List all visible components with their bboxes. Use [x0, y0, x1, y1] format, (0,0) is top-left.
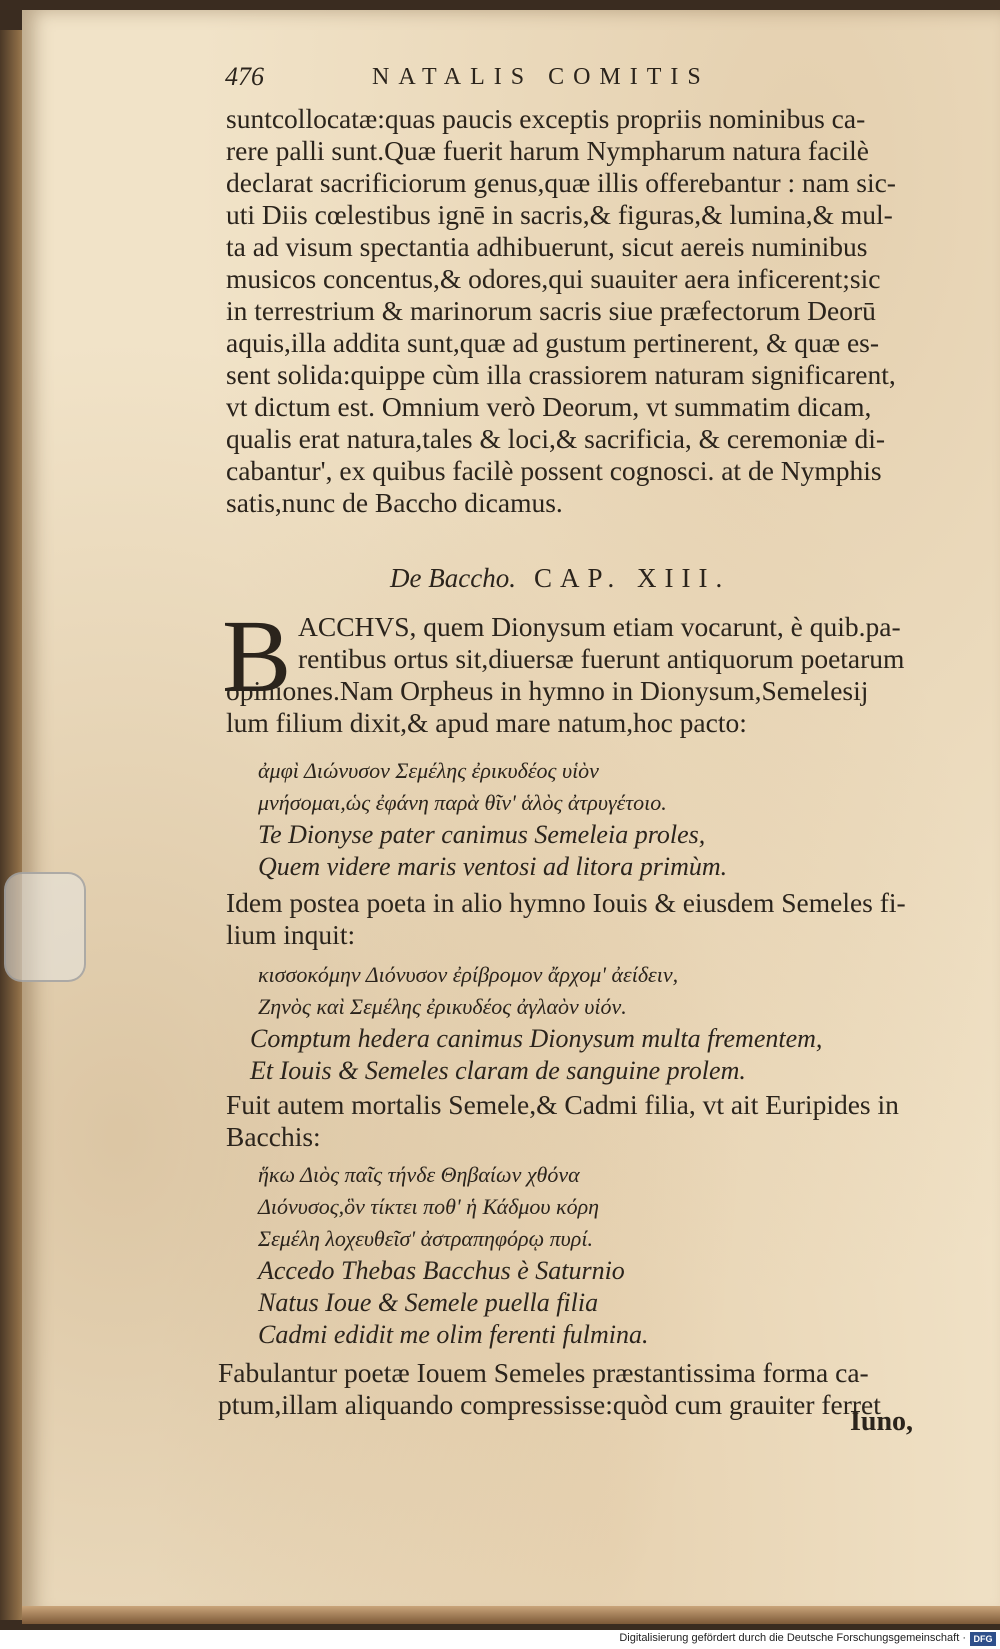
text-line: lium inquit:: [226, 919, 356, 950]
text-line: Idem postea poeta in alio hymno Iouis & eiusdem Semeles fi-: [226, 887, 906, 918]
drop-capital: B: [222, 599, 292, 714]
text-line: vt dictum est. Omnium verò Deorum, vt summatim dicam,: [226, 391, 872, 422]
text-line: aquis,illa addita sunt,quæ ad gustum pertinerent, & quæ es-: [226, 327, 880, 358]
running-head: NATALIS COMITIS: [372, 64, 710, 90]
folio-number: 476: [225, 62, 264, 91]
greek-verse: μνήσομαι,ὡς ἐφάνη παρὰ θῖν' ἁλὸς ἀτρυγέτοιο.: [258, 790, 667, 815]
chapter-title: De Baccho.: [390, 563, 516, 593]
funding-credit: Digitalisierung gefördert durch die Deutsche Forschungsgemeinschaft ·: [619, 1632, 966, 1644]
latin-verse: Natus Ioue & Semele puella filia: [258, 1288, 599, 1317]
text-line: sent solida:quippe cùm illa crassiorem naturam significarent,: [226, 359, 896, 390]
text-line: Fuit autem mortalis Semele,& Cadmi filia, vt ait Euripides in: [226, 1089, 899, 1120]
greek-verse: Ζηνὸς καὶ Σεμέλης ἐρικυδέος ἀγλαὸν υἱόν.: [258, 994, 627, 1019]
latin-verse: Comptum hedera canimus Dionysum multa frementem,: [250, 1024, 823, 1053]
catchword: Iuno,: [850, 1406, 914, 1437]
text-line: in terrestrium & marinorum sacris siue præfectorum Deorū: [226, 295, 876, 326]
text-line: satis,nunc de Baccho dicamus.: [226, 487, 563, 518]
latin-verse: Cadmi edidit me olim ferenti fulmina.: [258, 1320, 649, 1349]
text-line: suntcollocatæ:quas paucis exceptis propriis nominibus ca-: [226, 103, 866, 134]
chapter-heading: [390, 563, 730, 594]
text-line: declarat sacrificiorum genus,quæ illis offerebantur : nam sic-: [226, 167, 896, 198]
text-line: Fabulantur poetæ Iouem Semeles præstantissima forma ca-: [218, 1357, 869, 1388]
text-line: lum filium dixit,& apud mare natum,hoc pacto:: [226, 707, 747, 738]
greek-verse: Διόνυσος,ὃν τίκτει ποθ' ἡ Κάδμου κόρη: [258, 1194, 600, 1219]
latin-verse: Quem videre maris ventosi ad litora primùm.: [258, 852, 728, 881]
greek-verse: κισσοκόμην Διόνυσον ἐρίβρομον ἄρχομ' ἀείδειν,: [258, 962, 679, 987]
latin-verse: Accedo Thebas Bacchus è Saturnio: [258, 1256, 625, 1285]
text-line: rere palli sunt.Quæ fuerit harum Nympharum natura facilè: [226, 135, 869, 166]
latin-verse: Et Iouis & Semeles claram de sanguine prolem.: [250, 1056, 746, 1085]
greek-verse: ἥκω Διὸς παῖς τήνδε Θηβαίων χθόνα: [258, 1162, 580, 1187]
text-line: cabantur', ex quibus facilè possent cognosci. at de Nymphis: [226, 455, 882, 486]
greek-verse: ἀμφὶ Διώνυσον Σεμέλης ἐρικυδέος υἱὸν: [258, 758, 599, 783]
text-line: ta ad visum spectantia adhibuerunt, sicut aereis numinibus: [226, 231, 868, 262]
chapter-number: CAP. XIII.: [533, 563, 731, 593]
text-line: ACCHVS, quem Dionysum etiam vocarunt, è quib.pa-: [298, 611, 901, 642]
text-line: Bacchis:: [226, 1121, 321, 1152]
text-line: ptum,illam aliquando compressisse:quòd cum grauiter ferret: [218, 1389, 881, 1420]
text-line: qualis erat natura,tales & loci,& sacrificia, & ceremoniæ di-: [226, 423, 885, 454]
text-line: opiniones.Nam Orpheus in hymno in Dionysum,Semelesij: [226, 675, 869, 706]
latin-verse: Te Dionyse pater canimus Semeleia proles,: [258, 820, 706, 849]
text-line: uti Diis cœlestibus ignē in sacris,& figuras,& lumina,& mul-: [226, 199, 893, 230]
dfg-logo: DFG: [970, 1632, 996, 1646]
text-line: musicos concentus,& odores,qui suauiter aera inficerent;sic: [226, 263, 881, 294]
greek-verse: Σεμέλη λοχευθεῖσ' ἀστραπηφόρῳ πυρί.: [258, 1226, 593, 1251]
text-line: rentibus ortus sit,diuersæ fuerunt antiquorum poetarum: [298, 643, 905, 674]
